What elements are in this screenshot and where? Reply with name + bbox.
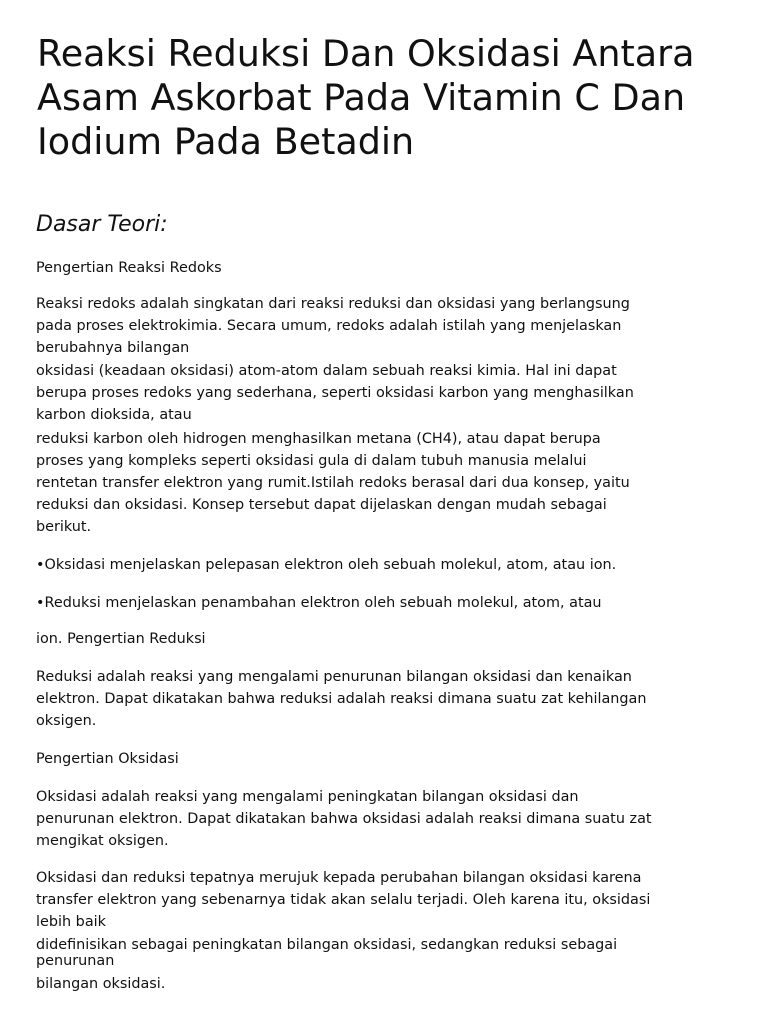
paragraph-heading: Pengertian Reaksi Redoks (36, 260, 222, 276)
paragraph-line: reduksi karbon oleh hidrogen menghasilkan metana (CH4), atau dapat berupa (36, 431, 601, 447)
paragraph-line: lebih baik (36, 914, 106, 930)
paragraph-line: elektron. Dapat dikatakan bahwa reduksi adalah reaksi dimana suatu zat kehilangan (36, 691, 647, 707)
paragraph-line: mengikat oksigen. (36, 833, 169, 849)
paragraph-line: penurunan (36, 953, 115, 969)
bullet-item: •Oksidasi menjelaskan pelepasan elektron oleh sebuah molekul, atom, atau ion. (36, 557, 617, 573)
paragraph-line: oksigen. (36, 713, 97, 729)
title-line: Asam Askorbat Pada Vitamin C Dan (37, 76, 686, 119)
paragraph-line: transfer elektron yang sebenarnya tidak akan selalu terjadi. Oleh karena itu, oksidasi (36, 892, 651, 908)
paragraph-line: Reaksi redoks adalah singkatan dari reaksi reduksi dan oksidasi yang berlangsung (36, 296, 630, 312)
paragraph-line: oksidasi (keadaan oksidasi) atom-atom dalam sebuah reaksi kimia. Hal ini dapat (36, 363, 617, 379)
paragraph-line: didefinisikan sebagai peningkatan bilangan oksidasi, sedangkan reduksi sebagai (36, 937, 618, 953)
paragraph-line: proses yang kompleks seperti oksidasi gula di dalam tubuh manusia melalui (36, 453, 587, 469)
paragraph-line: berupa proses redoks yang sederhana, seperti oksidasi karbon yang menghasilkan (36, 385, 634, 401)
bullet-item: •Reduksi menjelaskan penambahan elektron oleh sebuah molekul, atom, atau (36, 595, 602, 611)
paragraph-line: Reduksi adalah reaksi yang mengalami penurunan bilangan oksidasi dan kenaikan (36, 669, 632, 685)
section-heading: Dasar Teori: (36, 212, 168, 237)
paragraph-heading: Pengertian Oksidasi (36, 751, 179, 767)
paragraph-line: berikut. (36, 519, 92, 535)
paragraph-line: pada proses elektrokimia. Secara umum, redoks adalah istilah yang menjelaskan (36, 318, 622, 334)
paragraph-line: penurunan elektron. Dapat dikatakan bahwa oksidasi adalah reaksi dimana suatu zat (36, 811, 652, 827)
paragraph-line: Oksidasi dan reduksi tepatnya merujuk kepada perubahan bilangan oksidasi karena (36, 870, 642, 886)
title-line: Reaksi Reduksi Dan Oksidasi Antara (37, 32, 695, 75)
paragraph-line: reduksi dan oksidasi. Konsep tersebut dapat dijelaskan dengan mudah sebagai (36, 497, 607, 513)
paragraph-line: karbon dioksida, atau (36, 407, 192, 423)
paragraph-line: berubahnya bilangan (36, 340, 190, 356)
paragraph-line: rentetan transfer elektron yang rumit.Istilah redoks berasal dari dua konsep, yaitu (36, 475, 630, 491)
page-title (37, 32, 757, 164)
title-line: Iodium Pada Betadin (37, 120, 415, 163)
paragraph-heading: ion. Pengertian Reduksi (36, 631, 206, 647)
paragraph-line: Oksidasi adalah reaksi yang mengalami peningkatan bilangan oksidasi dan (36, 789, 579, 805)
paragraph-line: bilangan oksidasi. (36, 976, 166, 992)
